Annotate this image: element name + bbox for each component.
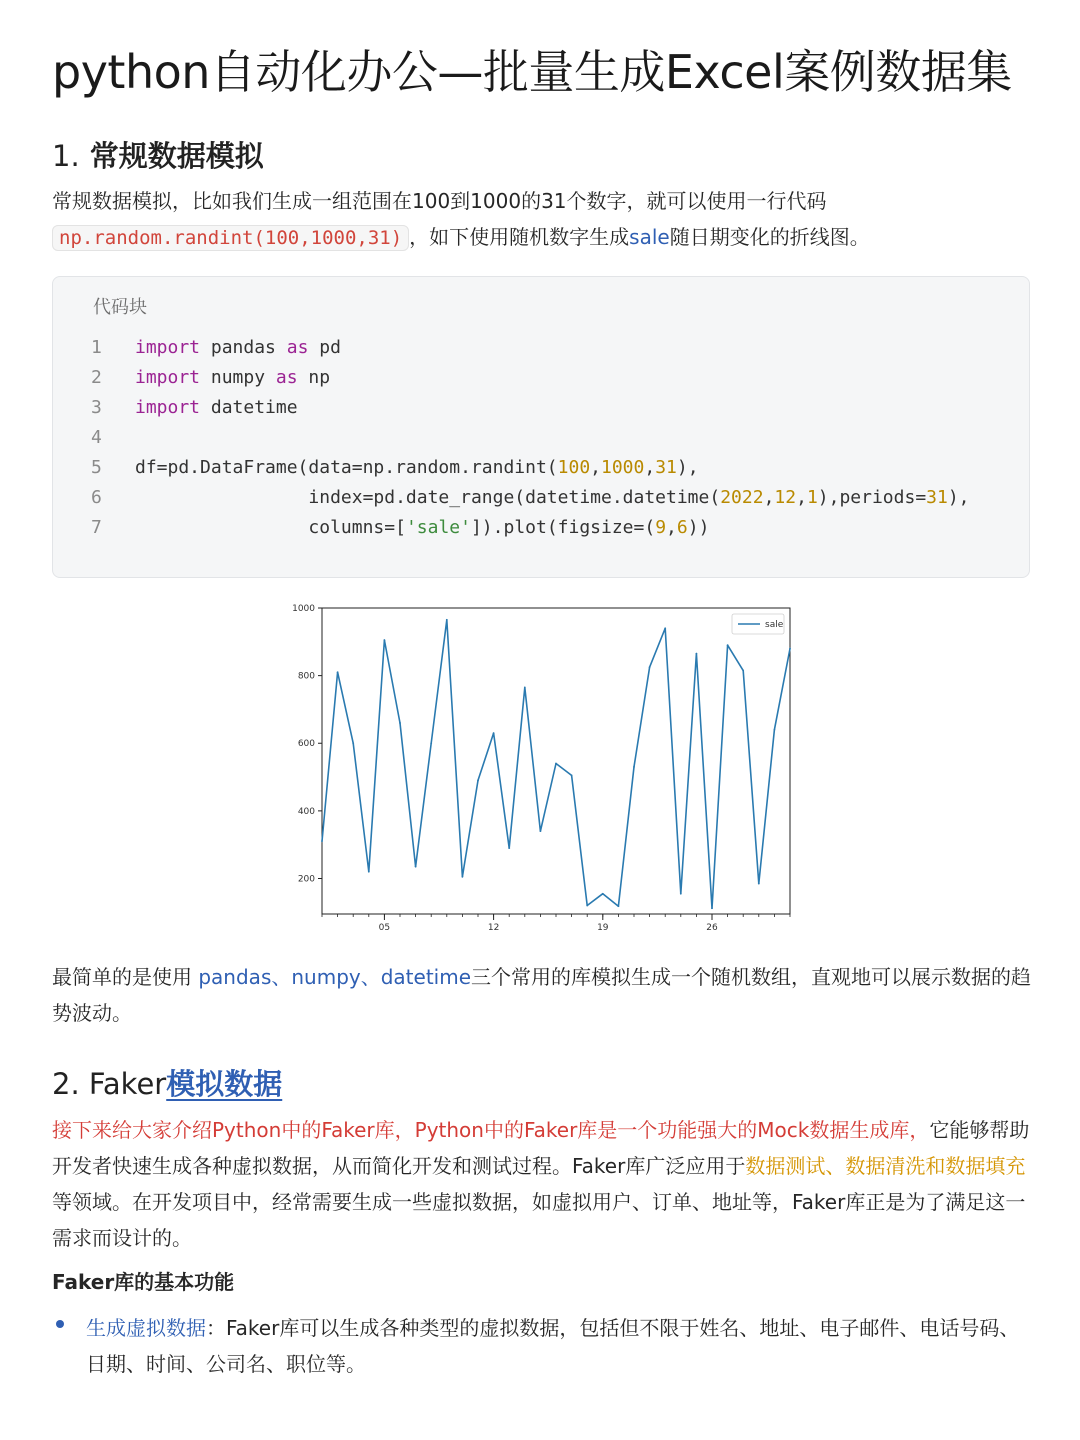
- code-token: ,: [796, 487, 807, 508]
- code-line-number: 3: [91, 397, 102, 418]
- code-token: 'sale': [405, 517, 471, 538]
- bullet-text: ：Faker库可以生成各种类型的虚拟数据，包括但不限于姓名、地址、电子邮件、电话号码、日期、时间、公司名、职位等。: [86, 1316, 1020, 1376]
- bullet-dot: [56, 1320, 64, 1328]
- section2-p1-text-b: 等领域。在开发项目中，经常需要生成一些虚拟数据，如虚拟用户、订单、地址等，Faker库正是为了满足这一需求而设计的。: [52, 1190, 1026, 1250]
- code-token: ,: [644, 457, 656, 478]
- generate-data-link[interactable]: 生成虚拟数据: [86, 1316, 206, 1340]
- code-line-content: [135, 483, 970, 513]
- x-tick-label: 12: [487, 923, 500, 933]
- data-point: [696, 653, 698, 655]
- code-line-number: 4: [91, 427, 102, 448]
- inline-code: np.random.randint(100,1000,31): [52, 225, 409, 251]
- data-point: [352, 742, 354, 744]
- data-point: [618, 905, 620, 907]
- data-point: [540, 830, 542, 832]
- code-line: [53, 453, 1029, 483]
- code-token: as: [275, 367, 298, 388]
- data-point: [446, 619, 448, 621]
- code-token: ),: [676, 457, 699, 478]
- simulate-data-link[interactable]: 模拟数据: [166, 1067, 283, 1101]
- section1-p1-text-b: ，如下使用随机数字生成: [409, 225, 630, 249]
- code-line-number: 2: [91, 367, 102, 388]
- section1-number: 1.: [52, 139, 80, 173]
- code-token: index=pd.date_range(datetime.datetime(: [135, 487, 721, 508]
- data-point: [415, 866, 417, 868]
- data-point: [586, 905, 588, 907]
- code-token: ,: [590, 457, 601, 478]
- code-token: ]).plot(figsize=(: [470, 517, 656, 538]
- data-point: [430, 742, 432, 744]
- data-point: [384, 639, 386, 641]
- code-token: import: [135, 337, 201, 358]
- section1-p2-text-b: 三个常用的库模拟生成一个随机数组，直观地可以展示数据的趋势波动。: [52, 965, 1032, 1025]
- code-lines: [53, 333, 1029, 543]
- code-token: ),: [947, 487, 970, 508]
- section1-paragraph-2: [52, 959, 1032, 1031]
- x-tick-label: 19: [597, 923, 609, 933]
- data-point: [571, 774, 573, 776]
- code-token: as: [286, 337, 309, 358]
- code-token: )): [687, 517, 710, 538]
- section1-heading-text: 常规数据模拟: [89, 139, 264, 173]
- code-token: df=pd.DataFrame(data=np.random.randint(: [135, 457, 558, 478]
- code-line-number: 5: [91, 457, 102, 478]
- data-point: [477, 780, 479, 782]
- data-point: [462, 876, 464, 878]
- section1-heading: [52, 134, 264, 175]
- data-point: [508, 847, 510, 849]
- section2-subheading: Faker库的基本功能: [52, 1270, 235, 1294]
- code-token: import: [135, 367, 201, 388]
- code-token: 1000: [601, 457, 645, 478]
- code-token: columns=[: [135, 517, 406, 538]
- code-token: pandas: [200, 337, 287, 358]
- code-token: pd: [308, 337, 341, 358]
- data-point: [368, 871, 370, 873]
- code-line-content: [135, 513, 709, 543]
- code-block: [52, 276, 1030, 578]
- code-line: [53, 333, 1029, 363]
- data-point: [758, 883, 760, 885]
- data-point: [555, 763, 557, 765]
- code-token: 9: [655, 517, 667, 538]
- code-line-number: 6: [91, 487, 102, 508]
- data-point: [337, 671, 339, 673]
- code-token: 12: [774, 487, 797, 508]
- data-point: [649, 666, 651, 668]
- page-title: python自动化办公—批量生成Excel案例数据集: [52, 45, 1012, 99]
- code-token: np: [297, 367, 331, 388]
- data-point: [711, 907, 713, 909]
- y-tick-label: 600: [297, 739, 315, 750]
- data-point: [742, 670, 744, 672]
- code-token: 2022: [720, 487, 764, 508]
- code-token: datetime: [200, 397, 298, 418]
- data-point: [664, 627, 666, 629]
- section1-p1-text-c: 随日期变化的折线图。: [669, 225, 870, 249]
- data-point: [524, 687, 526, 689]
- y-tick-label: 400: [297, 806, 315, 817]
- data-point: [789, 648, 791, 650]
- code-line: [53, 513, 1029, 543]
- code-line-content: [135, 393, 298, 423]
- code-token: ,: [666, 517, 677, 538]
- code-line-number: 1: [91, 337, 102, 358]
- code-line: [53, 393, 1029, 423]
- section2-heading: [52, 1062, 282, 1103]
- line-chart-svg: [280, 596, 800, 936]
- y-tick-label: 1000: [292, 604, 315, 614]
- code-line-content: [135, 333, 341, 363]
- code-token: import: [135, 397, 201, 418]
- code-block-caption: 代码块: [93, 297, 147, 318]
- section2-p1-text-a: 它能够帮助开发者快速生成各种虚拟数据，从而简化开发和测试过程。Faker库广泛应用于: [52, 1118, 1030, 1178]
- legend-label: sale: [765, 620, 784, 630]
- section1-p2-text-a: 最简单的是使用: [52, 965, 199, 989]
- bullet-item: [86, 1310, 1030, 1382]
- section2-paragraph: [52, 1112, 1032, 1256]
- data-point: [399, 722, 401, 724]
- section1-paragraph: [52, 183, 1032, 256]
- section2-p1-red: 接下来给大家介绍Python中的Faker库，Python中的Faker库是一个功能强大的Mock数据生成库，: [52, 1118, 930, 1142]
- section2-number: 2.: [52, 1067, 80, 1101]
- code-line-number: 7: [91, 517, 102, 538]
- data-point: [493, 732, 495, 734]
- section2-heading-text: Faker: [79, 1067, 167, 1101]
- data-point: [633, 766, 635, 768]
- libraries-link[interactable]: pandas、numpy、datetime: [198, 965, 472, 989]
- y-tick-label: 200: [297, 874, 315, 885]
- section2-p1-highlight: 数据测试、数据清洗和数据填充: [745, 1154, 1026, 1178]
- code-token: 1: [806, 487, 818, 508]
- code-line-content: [135, 363, 330, 393]
- line-chart: [280, 596, 800, 936]
- code-line-content: [135, 453, 699, 483]
- code-token: 100: [557, 457, 591, 478]
- code-token: ),periods=: [817, 487, 927, 508]
- data-point: [602, 893, 604, 895]
- code-token: 31: [655, 457, 677, 478]
- code-token: ,: [763, 487, 775, 508]
- data-point: [774, 729, 776, 731]
- plot-frame: [322, 608, 790, 914]
- code-line: [53, 483, 1029, 513]
- x-tick-label: 26: [706, 923, 718, 933]
- section1-p1-text-a: 常规数据模拟，比如我们生成一组范围在100到1000的31个数字，就可以使用一行代码: [52, 189, 827, 213]
- code-token: numpy: [200, 367, 276, 388]
- code-line: [53, 423, 1029, 453]
- data-point: [680, 893, 682, 895]
- data-point: [727, 644, 729, 646]
- data-point: [321, 840, 323, 842]
- code-token: 6: [676, 517, 688, 538]
- x-tick-label: 05: [378, 923, 391, 933]
- code-token: 31: [926, 487, 948, 508]
- y-tick-label: 800: [297, 671, 315, 682]
- code-line: [53, 363, 1029, 393]
- sale-link[interactable]: sale: [629, 225, 670, 249]
